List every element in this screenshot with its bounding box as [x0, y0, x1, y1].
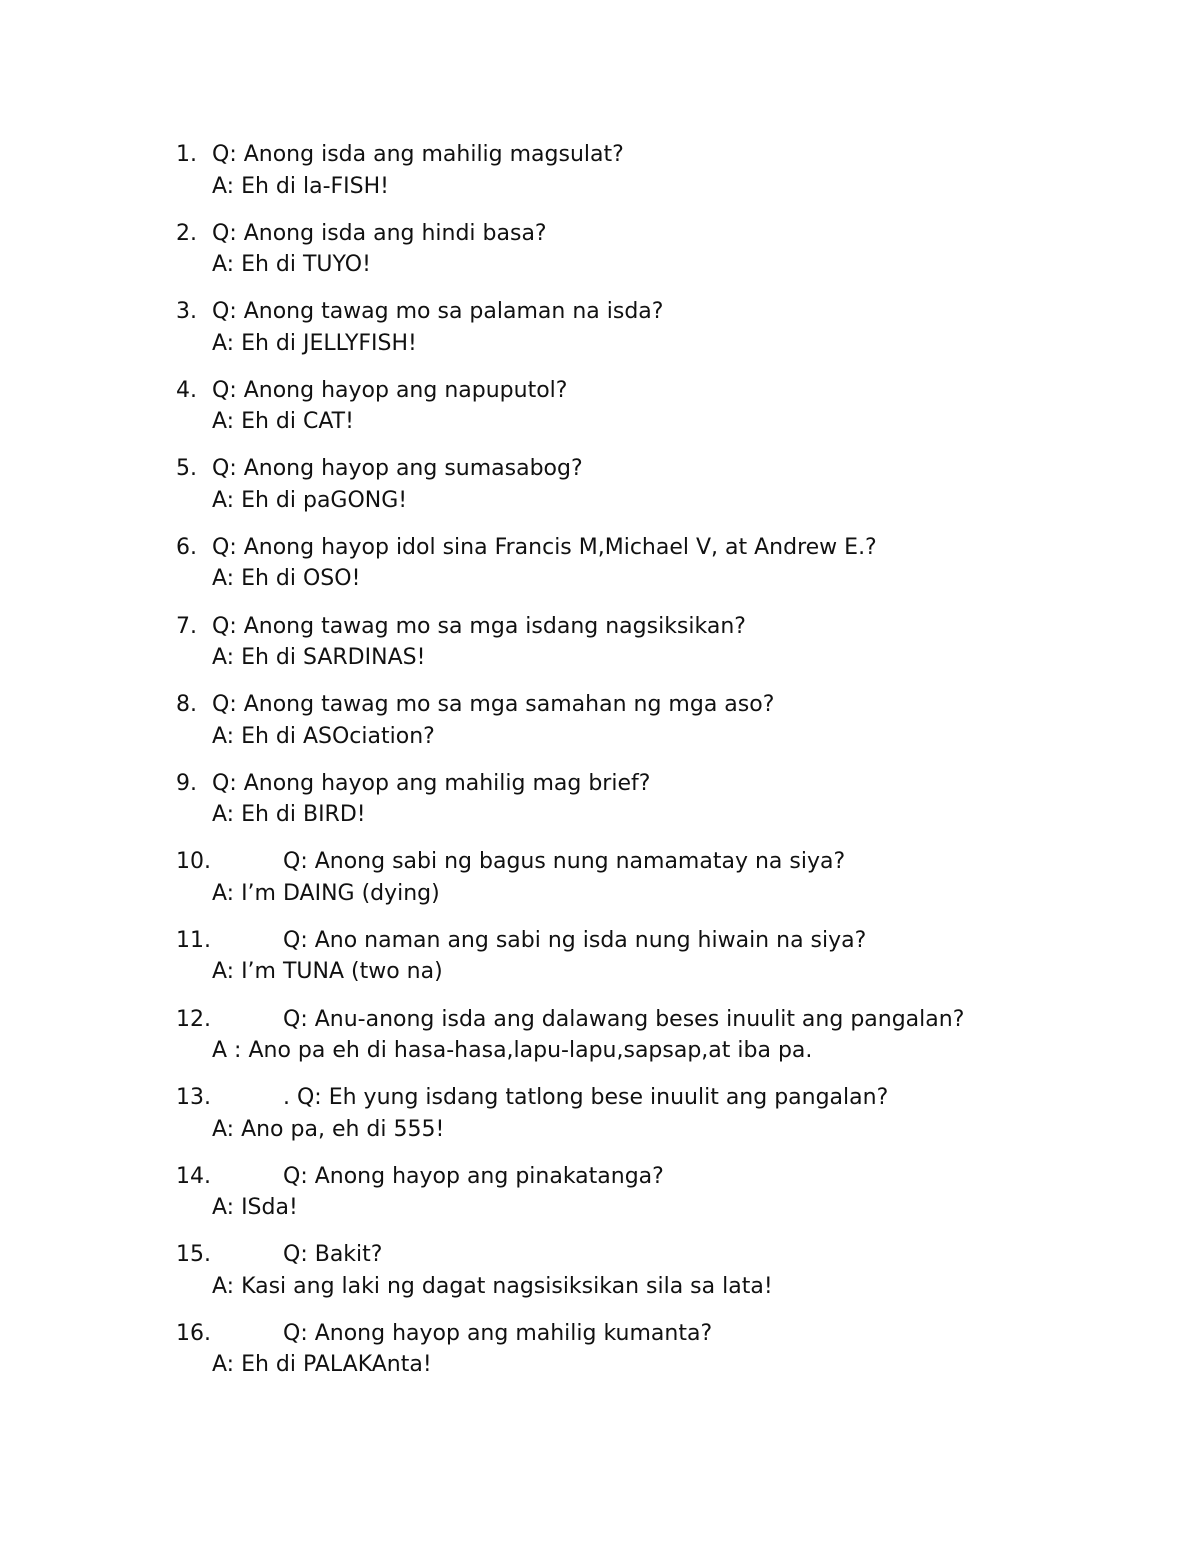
answer-text: A: Kasi ang laki ng dagat nagsisiksikan sila sa lata!	[212, 1273, 773, 1299]
question-text: Q: Anong sabi ng bagus nung namamatay na siya?	[283, 849, 846, 875]
question-line	[176, 453, 1076, 485]
answer-text: A: Eh di JELLYFISH!	[212, 330, 417, 356]
question-text: Q: Bakit?	[283, 1242, 383, 1268]
item-number: 8.	[176, 692, 197, 718]
item-number: 4.	[176, 377, 197, 403]
item-number: 14.	[176, 1163, 211, 1189]
answer-text: A: Eh di OSO!	[212, 566, 361, 592]
answer-text: A : Ano pa eh di hasa-hasa,lapu-lapu,sapsap,at iba pa.	[212, 1038, 813, 1064]
answer-text: A: Eh di BIRD!	[212, 802, 366, 828]
question-line	[176, 846, 1076, 878]
item-number: 6.	[176, 534, 197, 560]
item-number: 5.	[176, 456, 197, 482]
item-number: 11.	[176, 927, 211, 953]
item-number: 3.	[176, 299, 197, 325]
item-number: 10.	[176, 849, 211, 875]
answer-text: A: I’m TUNA (two na)	[212, 959, 443, 985]
list-item	[176, 296, 1076, 375]
question-text: . Q: Eh yung isdang tatlong bese inuulit ang pangalan?	[283, 1085, 889, 1111]
question-line	[176, 1239, 1076, 1271]
item-number: 9.	[176, 770, 197, 796]
question-text: Q: Anong hayop idol sina Francis M,Michael V, at Andrew E.?	[212, 534, 877, 560]
question-text: Q: Anong hayop ang mahilig mag brief?	[212, 770, 651, 796]
list-item	[176, 453, 1076, 532]
answer-text: A: Eh di PALAKAnta!	[212, 1352, 432, 1378]
question-text: Q: Ano naman ang sabi ng isda nung hiwain na siya?	[283, 927, 867, 953]
answer-text: A: Eh di la-FISH!	[212, 173, 389, 199]
answer-text: A: I’m DAING (dying)	[212, 880, 440, 906]
question-line	[176, 1004, 1076, 1036]
question-text: Q: Anong tawag mo sa mga isdang nagsiksikan?	[212, 613, 746, 639]
list-item	[176, 532, 1076, 611]
question-text: Q: Anong hayop ang pinakatanga?	[283, 1163, 664, 1189]
list-item	[176, 1239, 1076, 1318]
item-number: 7.	[176, 613, 197, 639]
item-number: 1.	[176, 142, 197, 167]
question-line	[176, 1161, 1076, 1193]
question-text: Q: Anong isda ang mahilig magsulat?	[212, 142, 624, 167]
question-line	[176, 611, 1076, 643]
answer-text: A: ISda!	[212, 1195, 298, 1221]
list-item	[176, 768, 1076, 847]
question-text: Q: Anong hayop ang napuputol?	[212, 377, 568, 403]
list-item	[176, 1318, 1076, 1397]
question-line	[176, 139, 1076, 171]
list-item	[176, 139, 1076, 218]
item-number: 13.	[176, 1085, 211, 1111]
list-item	[176, 218, 1076, 297]
question-line	[176, 1318, 1076, 1350]
item-number: 15.	[176, 1242, 211, 1268]
list-item	[176, 1004, 1076, 1083]
question-line	[176, 375, 1076, 407]
list-item	[176, 689, 1076, 768]
list-item	[176, 375, 1076, 454]
item-number: 12.	[176, 1006, 211, 1032]
item-number: 2.	[176, 220, 197, 246]
list-item	[176, 1161, 1076, 1240]
answer-text: A: Eh di ASOciation?	[212, 723, 435, 749]
question-line	[176, 768, 1076, 800]
answer-text: A: Ano pa, eh di 555!	[212, 1116, 445, 1142]
list-item	[176, 1082, 1076, 1161]
item-number: 16.	[176, 1320, 211, 1346]
list-item	[176, 611, 1076, 690]
question-text: Q: Anu-anong isda ang dalawang beses inuulit ang pangalan?	[283, 1006, 965, 1032]
question-line	[176, 925, 1076, 957]
list-item	[176, 925, 1076, 1004]
answer-text: A: Eh di CAT!	[212, 409, 354, 435]
question-text: Q: Anong hayop ang mahilig kumanta?	[283, 1320, 713, 1346]
answer-text: A: Eh di SARDINAS!	[212, 645, 426, 671]
question-text: Q: Anong isda ang hindi basa?	[212, 220, 547, 246]
question-text: Q: Anong hayop ang sumasabog?	[212, 456, 583, 482]
question-line	[176, 689, 1076, 721]
question-text: Q: Anong tawag mo sa mga samahan ng mga aso?	[212, 692, 775, 718]
answer-text: A: Eh di paGONG!	[212, 487, 408, 513]
riddle-list	[176, 139, 1076, 1397]
question-text: Q: Anong tawag mo sa palaman na isda?	[212, 299, 664, 325]
question-line	[176, 1082, 1076, 1114]
question-line	[176, 296, 1076, 328]
list-item	[176, 846, 1076, 925]
question-line	[176, 218, 1076, 250]
question-line	[176, 532, 1076, 564]
answer-text: A: Eh di TUYO!	[212, 252, 371, 278]
